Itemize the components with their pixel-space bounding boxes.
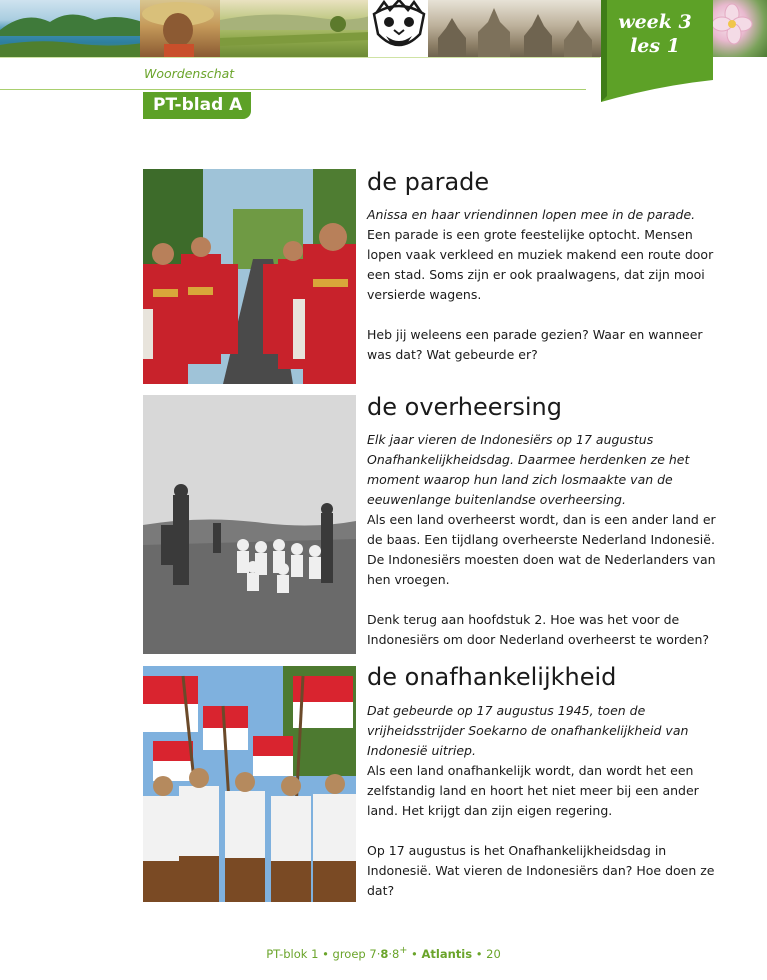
- entry-title-onafhankelijkheid: de onafhankelijkheid: [367, 663, 617, 691]
- sheet-badge: PT-blad A: [143, 92, 251, 119]
- page-number: 20: [486, 946, 501, 961]
- footer-separator: •: [411, 946, 418, 961]
- entry-question: Denk terug aan hoofdstuk 2. Hoe was het voor de Indonesiërs om door Nederland overheerst te worden?: [367, 612, 710, 647]
- entry-explanation: Een parade is een grote feestelijke optocht. Mensen lopen vaak verkleed en muziek makend een route door een stad. Soms zijn er ook praalwagens, dat zijn mooi versierde wagens.: [367, 227, 714, 302]
- mask-icon: [368, 0, 430, 57]
- page-footer: PT-blok 1 • groep 7·8·8+ • Atlantis • 20: [266, 945, 501, 961]
- entry-intro: Anissa en haar vriendinnen lopen mee in de parade.: [367, 207, 696, 222]
- entry-body-onafhankelijkheid: [367, 701, 717, 901]
- lake-photo: [0, 0, 150, 57]
- entry-title-overheersing: de overheersing: [367, 393, 562, 421]
- entry-explanation: Als een land onafhankelijk wordt, dan wordt het een zelfstandig land en hoort het niet meer bij een ander land. Het krijgt dan zijn eigen regering.: [367, 763, 699, 818]
- footer-block: PT-blok 1: [266, 946, 319, 961]
- footer-group-plus: +: [399, 945, 408, 956]
- entry-question: Op 17 augustus is het Onafhankelijkheidsdag in Indonesië. Wat vieren de Indonesiërs dan? Hoe doen ze dat?: [367, 843, 715, 898]
- week-lesson-label: [605, 10, 705, 58]
- entry-intro: Elk jaar vieren de Indonesiërs op 17 augustus Onafhankelijkheidsdag. Daarmee herdenken ze het moment waarop hun land zich losmaakte van de eeuwenlange buitenlandse overheersing.: [367, 432, 690, 507]
- lesson-number: les 1: [630, 35, 680, 57]
- footer-group-mid: 8: [380, 946, 389, 961]
- footer-separator: •: [322, 946, 329, 961]
- ricefield-photo: [220, 0, 370, 57]
- flags-photo: [143, 666, 356, 902]
- entry-body-parade: [367, 205, 717, 365]
- section-divider: [0, 89, 586, 90]
- parade-photo: [143, 169, 356, 384]
- frangipani-photo: [712, 0, 767, 57]
- entry-body-overheersing: [367, 430, 717, 650]
- entry-explanation: Als een land overheerst wordt, dan is een ander land er de baas. Een tijdlang overheerste Nederland Indonesië. De Indonesiërs moesten doen wat de Nederlanders van hen vroegen.: [367, 512, 716, 587]
- temple-photo: [428, 0, 603, 57]
- week-number: week 3: [618, 11, 692, 33]
- entry-question: Heb jij weleens een parade gezien? Waar en wanneer was dat? Wat gebeurde er?: [367, 327, 703, 362]
- entry-intro: Dat gebeurde op 17 augustus 1945, toen de vrijheidsstrijder Soekarno de onafhankelijkheid van Indonesië uitriep.: [367, 703, 689, 758]
- soldiers-photo: [143, 395, 356, 654]
- footer-group: groep 7: [332, 946, 377, 961]
- banner-divider: [0, 57, 600, 58]
- footer-group-end: 8: [392, 946, 400, 961]
- footer-brand: Atlantis: [421, 946, 473, 961]
- section-label: Woordenschat: [144, 66, 235, 81]
- boy-photo: [140, 0, 220, 57]
- entry-title-parade: de parade: [367, 168, 490, 196]
- footer-separator: •: [475, 946, 483, 961]
